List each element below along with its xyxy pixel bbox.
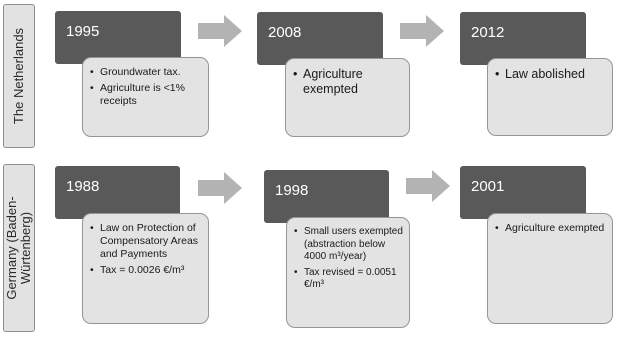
event-bullet: • Law abolished bbox=[505, 67, 606, 82]
year-label: 1988 bbox=[66, 178, 100, 195]
event-bullet: • Law on Protection of Compensatory Areas and Payments bbox=[100, 222, 202, 261]
event-card-1998 bbox=[286, 217, 410, 328]
year-box-1998 bbox=[264, 170, 389, 223]
event-card-2001 bbox=[487, 213, 613, 324]
right-arrow-icon bbox=[198, 172, 242, 204]
right-arrow-icon bbox=[198, 15, 242, 47]
row-label-germany bbox=[3, 164, 35, 332]
event-bullet: • Agriculture exempted bbox=[303, 67, 403, 97]
row-label-germany-line2: Würtenberg) bbox=[18, 211, 33, 285]
row-label-netherlands bbox=[3, 4, 35, 148]
right-arrow-icon bbox=[400, 15, 444, 47]
event-card-2012 bbox=[487, 58, 613, 136]
row-label-germany-text bbox=[5, 196, 33, 299]
year-label: 2012 bbox=[471, 24, 505, 41]
year-label: 1995 bbox=[66, 23, 100, 40]
event-card-2008 bbox=[285, 58, 410, 137]
event-bullet: • Groundwater tax. bbox=[100, 66, 202, 79]
right-arrow-icon bbox=[406, 170, 450, 202]
year-label: 2001 bbox=[471, 178, 505, 195]
event-bullet: • Agriculture exempted bbox=[505, 222, 606, 235]
event-card-1995 bbox=[82, 57, 209, 137]
year-box-1988 bbox=[55, 166, 180, 219]
year-label: 2008 bbox=[268, 24, 302, 41]
year-label: 1998 bbox=[275, 182, 309, 199]
event-bullet: • Small users exempted (abstraction below 4000 m³/year) bbox=[304, 226, 403, 264]
year-box-2001 bbox=[460, 166, 586, 219]
row-label-germany-line1: Germany (Baden- bbox=[4, 196, 19, 300]
row-label-netherlands-text: The Netherlands bbox=[11, 27, 26, 125]
event-bullet: • Tax = 0.0026 €/m³ bbox=[100, 264, 202, 277]
event-card-1988 bbox=[82, 213, 209, 324]
event-bullet: • Tax revised = 0.0051 €/m³ bbox=[304, 267, 403, 292]
event-bullet: • Agriculture is <1% receipts bbox=[100, 82, 202, 108]
